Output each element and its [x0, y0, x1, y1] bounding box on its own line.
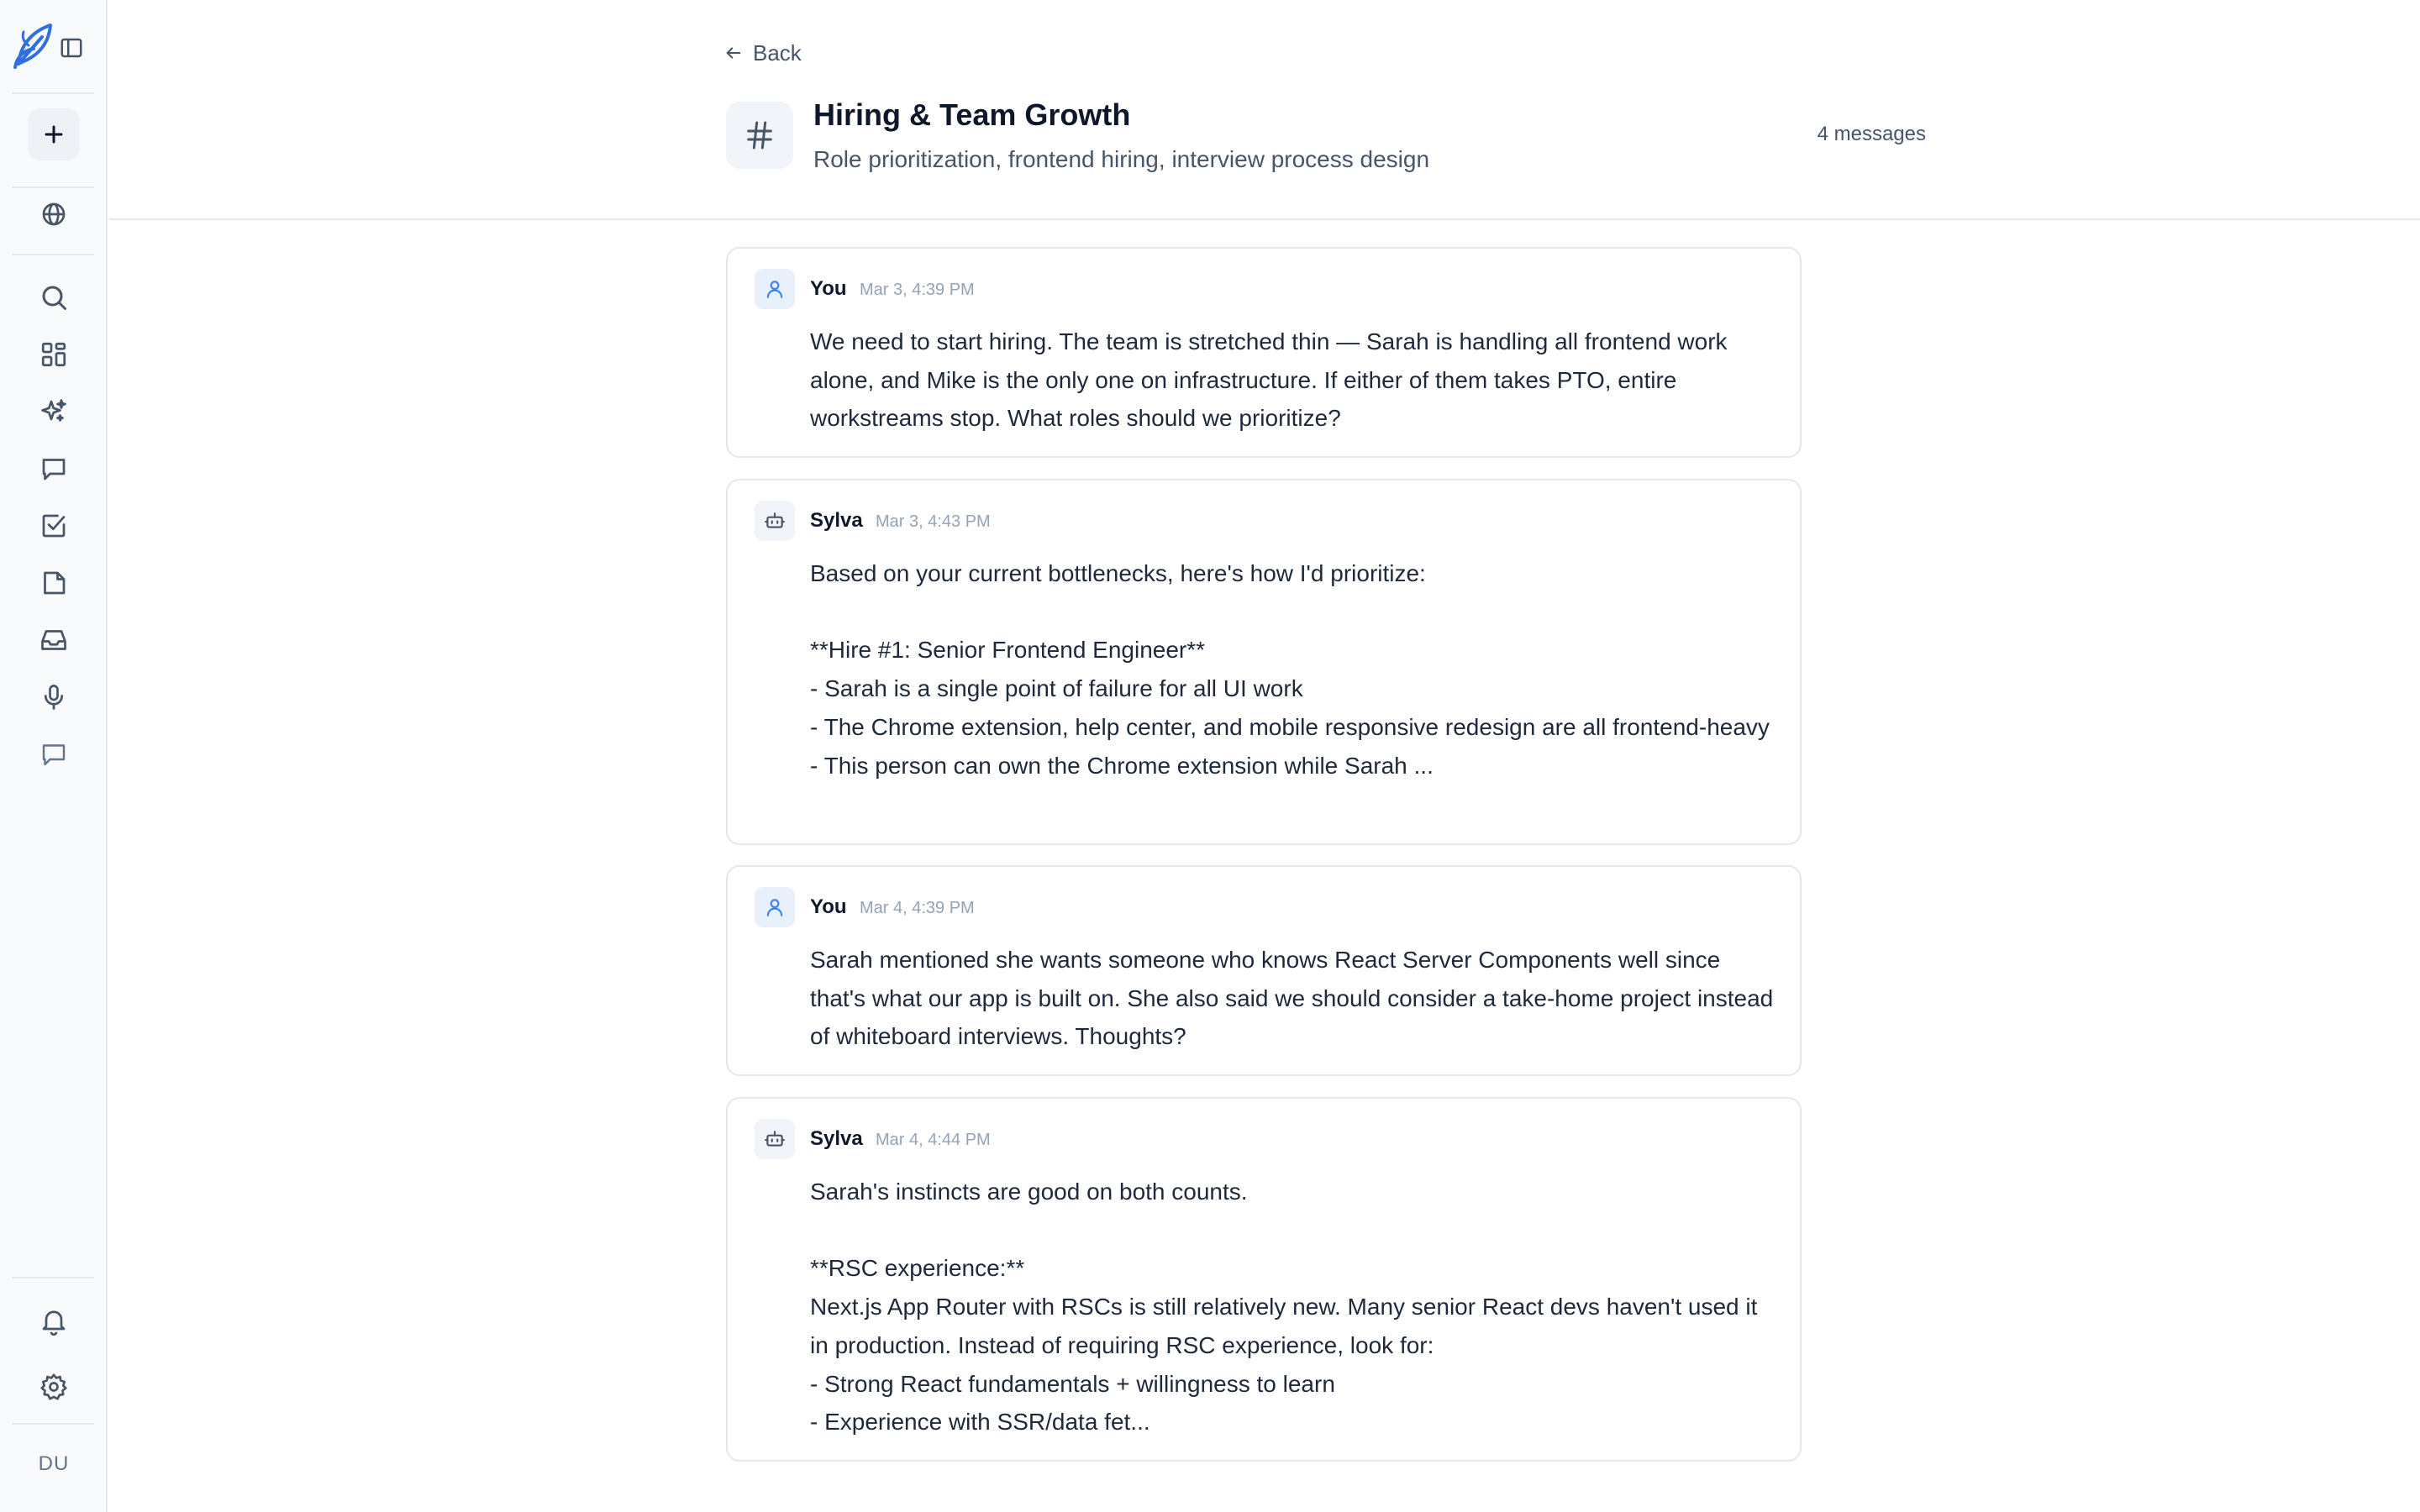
message-text: Based on your current bottlenecks, here's how I'd prioritize: **Hire #1: Senior Frontend Engineer** - Sarah is a single point of failure for all UI work - The Chrome extension, help center, and mobile responsive redesign are all frontend-heavy - This person can own the Chrome extension while Sarah ... — [810, 560, 1770, 779]
checkbox-icon — [39, 511, 69, 541]
sparkles-icon — [39, 396, 69, 427]
new-chat-button[interactable] — [28, 108, 80, 160]
message-card — [726, 247, 1802, 458]
user-avatar — [755, 269, 795, 309]
chat-icon — [39, 739, 69, 769]
message-count: 4 messages — [1817, 123, 1926, 145]
settings-button[interactable] — [28, 1361, 80, 1413]
sidebar — [0, 0, 108, 1512]
message-author: You — [810, 895, 847, 918]
tasks-button[interactable] — [28, 500, 80, 552]
message-card — [726, 479, 1802, 845]
hash-icon — [743, 118, 776, 152]
voice-button[interactable] — [28, 671, 80, 723]
messages-button[interactable] — [28, 443, 80, 495]
arrow-left-icon — [724, 44, 743, 62]
message-text: We need to start hiring. The team is stretched thin — Sarah is handling all frontend work alone, and Mike is the only one on infrastructure. If either of them takes PTO, entire workstreams stop. What roles should we prioritize? — [810, 328, 1734, 432]
page-subtitle: Role prioritization, frontend hiring, interview process design — [813, 146, 1430, 172]
dashboard-icon — [39, 339, 69, 370]
dashboard-button[interactable] — [28, 328, 80, 381]
conversation-header — [109, 0, 2420, 220]
assistant-avatar — [755, 1119, 795, 1159]
sidebar-divider — [12, 1277, 94, 1278]
message-author: Sylva — [810, 509, 863, 532]
logo-icon[interactable] — [12, 20, 54, 69]
message-timestamp: Mar 4, 4:44 PM — [876, 1131, 991, 1149]
mic-icon — [39, 682, 69, 712]
channel-icon-box — [726, 102, 793, 169]
inbox-icon — [39, 625, 69, 655]
file-icon — [39, 568, 69, 598]
notifications-button[interactable] — [28, 1295, 80, 1347]
message-icon — [39, 454, 69, 484]
sidebar-divider — [12, 254, 94, 255]
globe-button[interactable] — [28, 188, 80, 240]
back-button[interactable] — [724, 39, 802, 67]
user-icon — [764, 278, 786, 300]
user-avatar — [755, 887, 795, 927]
sidebar-divider — [12, 92, 94, 94]
message-text: Sarah mentioned she wants someone who knows React Server Components well since that's what our app is built on. She also said we should consider a take-home project instead of whiteboard interviews. Thoughts? — [810, 947, 1781, 1050]
page-title: Hiring & Team Growth — [813, 97, 1131, 132]
sidebar-divider — [12, 1423, 94, 1425]
gear-icon — [39, 1372, 69, 1402]
message-author: You — [810, 277, 847, 300]
globe-icon — [39, 199, 69, 229]
search-button[interactable] — [28, 271, 80, 323]
search-icon — [39, 282, 69, 312]
bot-icon — [764, 1128, 786, 1150]
bot-icon — [764, 510, 786, 532]
message-card — [726, 1097, 1802, 1462]
message-text: Sarah's instincts are good on both counts. **RSC experience:** Next.js App Router with RSCs is still relatively new. Many senior React devs haven't used it in production. Instead of requiring RSC experience, look for: - Strong React fundamentals + willingness to learn - Experience with SSR/data fet... — [810, 1179, 1758, 1436]
message-card — [726, 865, 1802, 1076]
feedback-button[interactable] — [28, 728, 80, 780]
message-timestamp: Mar 3, 4:39 PM — [860, 281, 975, 299]
user-icon — [764, 896, 786, 918]
inbox-button[interactable] — [28, 614, 80, 666]
files-button[interactable] — [28, 557, 80, 609]
bell-icon — [39, 1306, 69, 1336]
message-timestamp: Mar 4, 4:39 PM — [860, 899, 975, 917]
plus-icon — [39, 119, 69, 150]
sidebar-toggle-icon[interactable] — [59, 35, 84, 60]
message-author: Sylva — [810, 1127, 863, 1150]
ai-button[interactable] — [28, 386, 80, 438]
assistant-avatar — [755, 501, 795, 541]
back-label: Back — [753, 39, 802, 66]
message-timestamp: Mar 3, 4:43 PM — [876, 512, 991, 531]
user-avatar[interactable]: DU — [38, 1452, 70, 1475]
